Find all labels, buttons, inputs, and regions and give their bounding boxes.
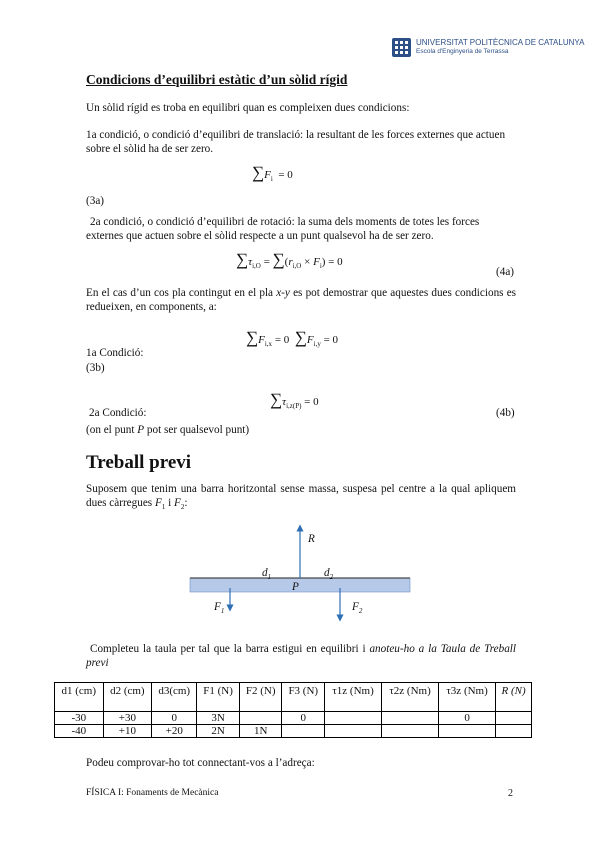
table-cell[interactable] (496, 725, 532, 738)
table-cell[interactable]: -30 (55, 712, 104, 725)
intro-f1: F (154, 497, 162, 509)
condition2-paragraph: 2a condició, o condició d’equilibri de rotació: la suma dels moments de totes les forces externes que actuen sobre el sòlid respecte a un punt qualsevol ha de ser zero. (86, 216, 480, 242)
plane-paragraph (86, 286, 516, 314)
label-f2-main: F (352, 601, 359, 613)
label-d2-sub: 2 (329, 573, 334, 581)
formula-component-forces: $\sum F_{i,x} = 0$ $\sum F_{i,y} = 0$ (246, 328, 339, 348)
table-cell[interactable] (382, 712, 439, 725)
closing-paragraph: Podeu comprovar-ho tot connectant-vos a l’adreça: (86, 757, 315, 769)
table-cell[interactable]: +20 (152, 725, 197, 738)
logo-mark-icon (392, 38, 411, 57)
table-header-cell: d3(cm) (152, 683, 197, 712)
intro-and: i (168, 497, 172, 509)
label-f2-sub: 2 (358, 607, 363, 615)
table-header-cell: τ2z (Nm) (382, 683, 439, 712)
treball-intro-paragraph (86, 482, 516, 514)
table-cell[interactable]: 0 (152, 712, 197, 725)
table-header-cell: τ1z (Nm) (325, 683, 382, 712)
formula-sum-torques: $\sum\tau_{i,O} = \sum(r_{i,O} \times F_i) = 0$ (236, 250, 343, 270)
condition1-paragraph: 1a condició, o condició d’equilibri de translació: la resultant de les forces externes que actuen sobre el sòlid ha de ser zero. (86, 129, 506, 155)
eq-label-3a: (3a) (86, 195, 105, 207)
logo-text-line1: UNIVERSITAT POLITÈCNICA DE CATALUNYA (416, 38, 585, 47)
table-cell[interactable]: 2N (197, 725, 240, 738)
instructions-paragraph (86, 642, 516, 670)
label-f1 (214, 600, 224, 618)
table-header-cell: F1 (N) (197, 683, 240, 712)
table-cell[interactable] (325, 725, 382, 738)
plane-xy: x-y (276, 287, 290, 299)
condition1-label: 1a Condició: (86, 347, 144, 359)
eq-label-4a: (4a) (496, 266, 515, 278)
table-cell[interactable]: 3N (197, 712, 240, 725)
condition2-label: 2a Condició: (89, 407, 147, 419)
label-f2 (352, 600, 362, 618)
formula-component-torque: $\sum\tau_{i,z(P)} = 0$ (270, 390, 319, 410)
table-header-cell: F2 (N) (239, 683, 282, 712)
table-cell[interactable]: 0 (282, 712, 325, 725)
intro-f2-sub: 2 (180, 503, 185, 511)
treball-intro-text: Suposem que tenim una barra horitzontal sense massa, suspesa pel centre a la qual apliquem dues càrregues (86, 483, 516, 509)
footer-text: FÍSICA I: Fonaments de Mecànica (86, 788, 219, 798)
intro-f2: F (174, 497, 181, 509)
table-cell[interactable]: 0 (439, 712, 496, 725)
point-note (86, 423, 249, 437)
table-header-cell: d1 (cm) (55, 683, 104, 712)
table-cell[interactable]: +30 (103, 712, 152, 725)
label-f1-main: F (214, 601, 221, 613)
section-title-equilibrium: Condicions d’equilibri estàtic d’un sòlid rígid (86, 72, 348, 87)
point-note-p: P (137, 424, 145, 436)
label-f1-sub: 1 (220, 607, 225, 615)
university-logo (392, 36, 585, 60)
eq-label-4b: (4b) (496, 407, 515, 419)
treball-previ-table (54, 682, 532, 738)
page-number: 2 (508, 788, 513, 799)
label-r: R (308, 533, 315, 545)
intro-colon: : (184, 497, 188, 509)
table-row (55, 725, 532, 738)
point-note-2: pot ser qualsevol punt) (146, 424, 250, 436)
table-header-cell: τ3z (Nm) (439, 683, 496, 712)
table-row (55, 712, 532, 725)
plane-text-1: En el cas d’un cos pla contingut en el pla (86, 287, 274, 299)
label-d2 (324, 566, 333, 584)
label-d1-main: d (262, 567, 268, 579)
table-cell[interactable]: 1N (239, 725, 282, 738)
label-d1 (262, 566, 271, 584)
table-cell[interactable] (496, 712, 532, 725)
table-header-cell: F3 (N) (282, 683, 325, 712)
table-header-cell: R (N) (496, 683, 532, 712)
point-note-1: (on el punt (86, 424, 135, 436)
table-cell[interactable]: -40 (55, 725, 104, 738)
table-cell[interactable] (239, 712, 282, 725)
table-cell[interactable] (325, 712, 382, 725)
intro-f1-sub: 1 (161, 503, 166, 511)
table-cell[interactable] (282, 725, 325, 738)
label-p: P (292, 581, 299, 593)
table-header-cell: d2 (cm) (103, 683, 152, 712)
instructions-italic: anoteu-ho a la Taula de Treball previ (86, 643, 517, 669)
plane-text-2: es pot demostrar que aquestes dues condicions es redueixen, en components, a: (86, 287, 517, 313)
table-cell[interactable] (382, 725, 439, 738)
table-cell[interactable] (439, 725, 496, 738)
table-header-row (55, 683, 532, 712)
intro-paragraph: Un sòlid rígid es troba en equilibri quan es compleixen dues condicions: (86, 102, 410, 114)
horizontal-bar (190, 578, 410, 592)
bar-diagram (188, 522, 412, 622)
label-d2-main: d (324, 567, 330, 579)
logo-text-line2: Escola d'Enginyeria de Terrassa (416, 48, 509, 55)
table-cell[interactable]: +10 (103, 725, 152, 738)
instructions-text: Completeu la taula per tal que la barra estigui en equilibri i (90, 643, 366, 655)
eq-label-3b: (3b) (86, 362, 105, 374)
formula-sum-forces: $\sum F_i = 0$ (252, 163, 293, 183)
label-d1-sub: 1 (267, 573, 272, 581)
section-title-treball-previ: Treball previ (86, 452, 192, 473)
